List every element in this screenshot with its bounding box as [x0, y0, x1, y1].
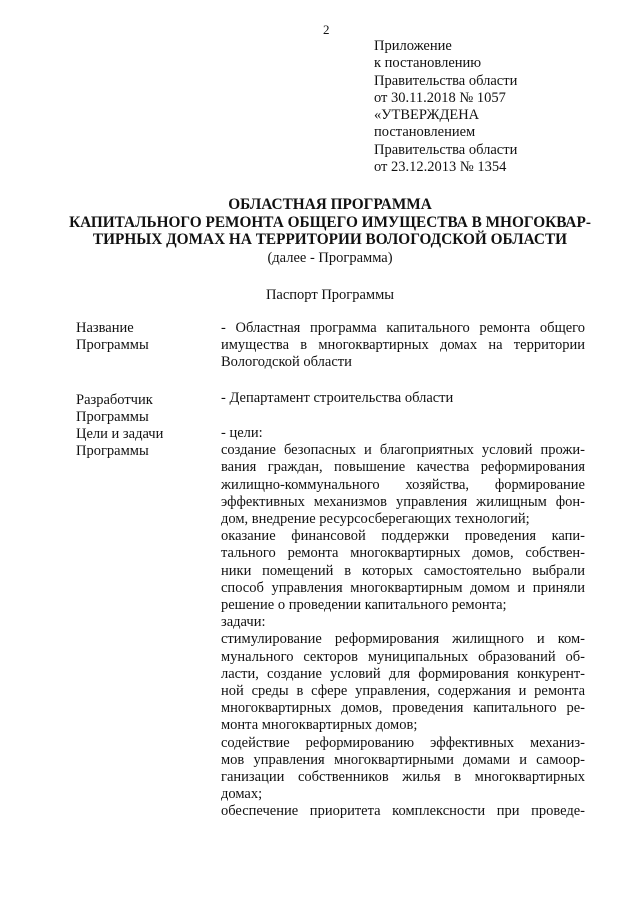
approval-line: от 30.11.2018 № 1057 — [374, 89, 506, 106]
document-title — [60, 196, 600, 249]
approval-line: к постановлению — [374, 55, 482, 72]
approval-line: Приложение — [374, 38, 452, 54]
developer-value: - Департамент строительства области — [221, 390, 454, 406]
title-line: ОБЛАСТНАЯ ПРОГРАММА — [228, 196, 432, 213]
title-line: КАПИТАЛЬНОГО РЕМОНТА ОБЩЕГО ИМУЩЕСТВА В МНОГОКВАР- — [69, 213, 591, 231]
approval-line: постановлением — [374, 124, 476, 141]
name-label: Название Программы — [76, 320, 149, 354]
passport-heading: Паспорт Программы — [265, 287, 395, 303]
approval-line: Правительства области — [374, 72, 518, 89]
name-value: - Областная программа капитального ремонта общего имущества в многоквартирных домах на территории Вологодской области — [221, 320, 585, 371]
developer-label: Разработчик Программы — [76, 392, 153, 426]
page-number: 2 — [323, 22, 330, 37]
goals-label: Цели и задачи Программы — [76, 426, 164, 460]
document-subtitle: (далее - Программа) — [267, 250, 393, 266]
approval-line: от 23.12.2013 № 1354 — [374, 159, 507, 176]
approval-line: «УТВЕРЖДЕНА — [374, 107, 480, 124]
title-line: ТИРНЫХ ДОМАХ НА ТЕРРИТОРИИ ВОЛОГОДСКОЙ ОБЛАСТИ — [92, 231, 568, 248]
approval-line: Правительства области — [374, 141, 518, 158]
approval-block — [374, 38, 517, 176]
goals-value: - цели: создание безопасных и благоприятных условий прожи- вания граждан, повышение качества реформирования жилищно-коммунального хозяйства, формирование эффективных механизмов управления жилищным фон- дом, внедрение ресурсосберегающих технологий; оказание финансовой поддержки проведения капи- тального ремонта многоквартирных домов, собствен- ники помещений в которых самостоятельно выбрали способ управления многоквартирным домом и приняли решение о проведении капитального ремонта; задачи: стимулирование реформирования жилищного и ком- мунального секторов муниципальных образований об- ласти, создание условий для формирования конкурент- ной среды в сфере управления, содержания и ремонта многоквартирных домов, проведения капитального ре- монта многоквартирных домов; содействие реформированию эффективных механиз- мов управления многоквартирными домами и самоор- ганизации собственников жилья в многоквартирных домах; обеспечение приоритета комплексности при проведе- — [221, 425, 585, 820]
